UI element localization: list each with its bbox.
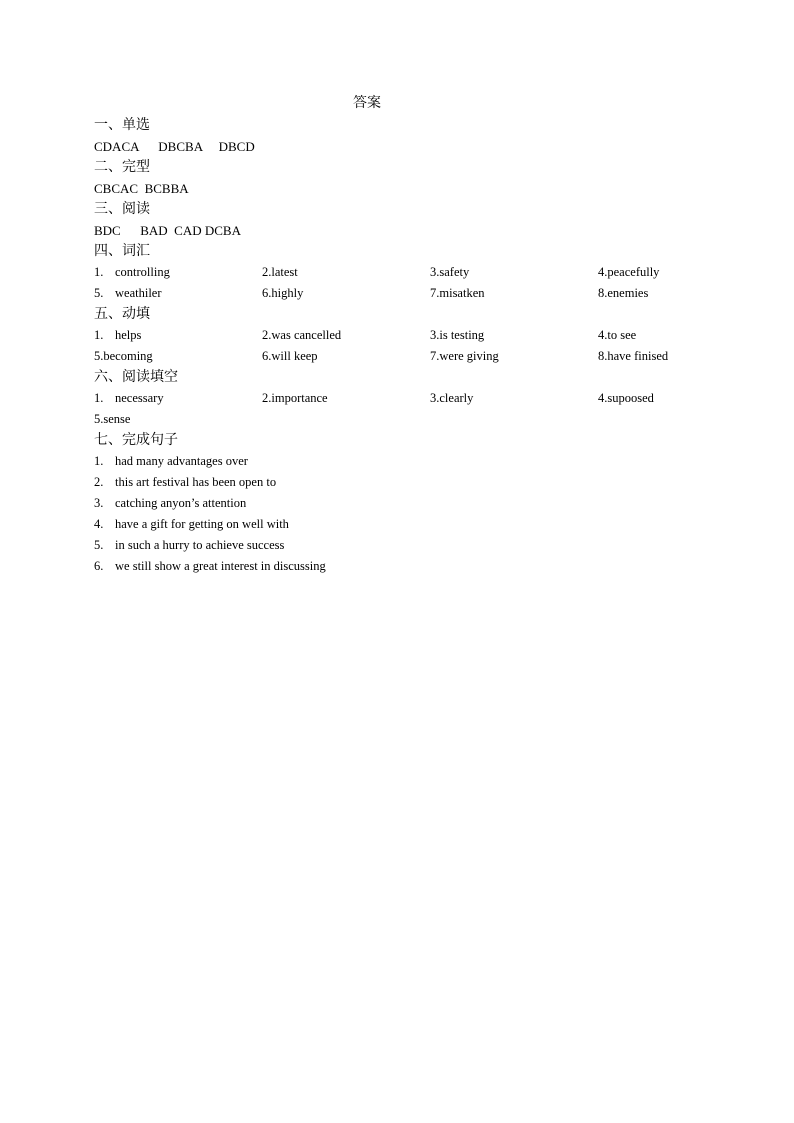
vocab-answer-4: 4.peacefully (598, 265, 660, 279)
verb-answer-4: 4.to see (598, 328, 637, 342)
verb-answer-6: 6.will keep (262, 349, 318, 363)
section-heading-vocabulary: 四、词汇 (94, 244, 150, 259)
reading-answers: BDC BAD CAD DCBA (94, 223, 241, 238)
sentence-answer-2: 2. this art festival has been open to (94, 475, 277, 489)
sentence-answer-3: 3. catching anyon’s attention (94, 496, 247, 510)
page-title: 答案 (353, 96, 381, 111)
vocab-answer-5: 5. weathiler (94, 286, 162, 300)
verb-answer-2: 2.was cancelled (262, 328, 342, 342)
sentence-answer-5: 5. in such a hurry to achieve success (94, 538, 285, 552)
verb-answer-1: 1. helps (94, 328, 142, 342)
verb-answer-7: 7.were giving (430, 349, 499, 363)
reading-fill-answer-3: 3.clearly (430, 391, 474, 405)
vocab-answer-3: 3.safety (430, 265, 470, 279)
verb-answer-3: 3.is testing (430, 328, 485, 342)
reading-fill-answers (94, 388, 714, 430)
section-heading-reading-fill: 六、阅读填空 (94, 370, 178, 385)
sentence-answer-4: 4. have a gift for getting on well with (94, 517, 289, 531)
vocabulary-answers (94, 262, 714, 304)
single-choice-answers: CDACA DBCBA DBCD (94, 139, 255, 154)
vocab-answer-8: 8.enemies (598, 286, 649, 300)
vocab-answer-6: 6.highly (262, 286, 304, 300)
reading-fill-answer-4: 4.supoosed (598, 391, 654, 405)
verb-answer-8: 8.have finised (598, 349, 669, 363)
sentence-answer-1: 1. had many advantages over (94, 454, 248, 468)
reading-fill-answer-1: 1. necessary (94, 391, 164, 405)
section-heading-cloze: 二、完型 (94, 160, 150, 175)
vocab-answer-7: 7.misatken (430, 286, 485, 300)
vocab-answer-2: 2.latest (262, 265, 298, 279)
section-heading-single-choice: 一、单选 (94, 118, 150, 133)
reading-fill-answer-5: 5.sense (94, 412, 131, 426)
vocab-answer-1: 1. controlling (94, 265, 170, 279)
reading-fill-answer-2: 2.importance (262, 391, 328, 405)
cloze-answers: CBCAC BCBBA (94, 181, 189, 196)
answer-sheet (94, 93, 714, 577)
sentence-answer-6: 6. we still show a great interest in discussing (94, 559, 326, 573)
section-heading-verb-fill: 五、动填 (94, 307, 150, 322)
verb-fill-answers (94, 325, 714, 367)
verb-answer-5: 5.becoming (94, 349, 153, 363)
section-heading-sentence-completion: 七、完成句子 (94, 433, 178, 448)
section-heading-reading: 三、阅读 (94, 202, 150, 217)
